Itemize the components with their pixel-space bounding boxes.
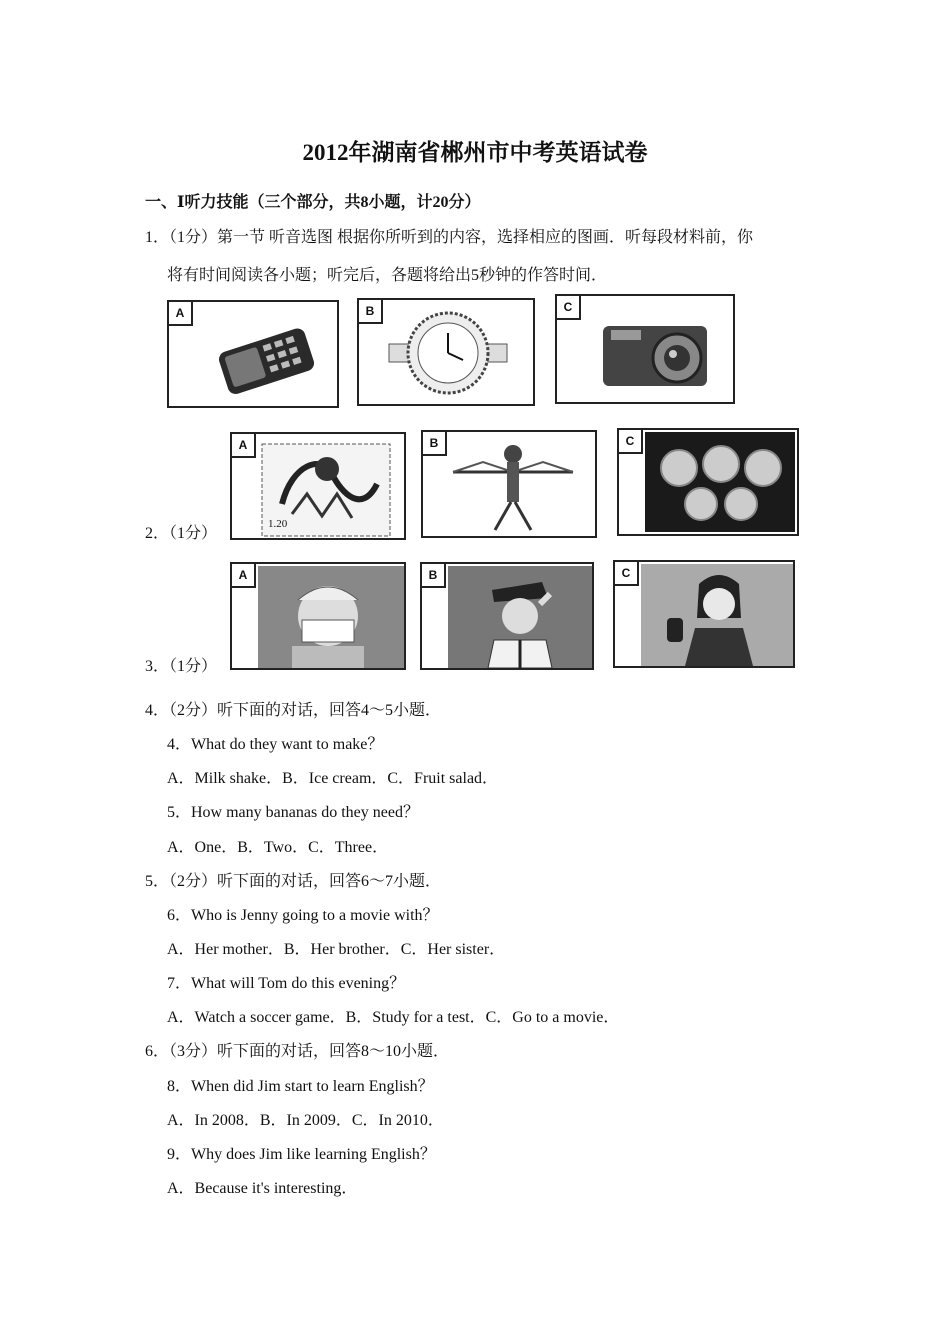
stamp-value: 1.20 <box>268 518 288 530</box>
q6-ans8: A．In 2008．B．In 2009．C．In 2010． <box>167 1112 444 1129</box>
q2-label: 2．（1分） <box>145 525 218 542</box>
option-a-tag: A <box>167 300 193 326</box>
q3-option-c-reporter-image[interactable] <box>613 560 795 668</box>
q5-sub7: 7．What will Tom do this evening？ <box>167 975 406 992</box>
option-b-tag: B <box>357 298 383 324</box>
option-a-tag: A <box>230 432 256 458</box>
option-a-tag: A <box>230 562 256 588</box>
q6-sub8: 8．When did Jim start to learn English？ <box>167 1078 434 1095</box>
q1-text-line1: 1．（1分）第一节 听音选图 根据你所听到的内容，选择相应的图画．听每段材料前，你 <box>145 229 754 246</box>
coins-icon <box>619 430 797 534</box>
reporter-icon <box>615 562 793 666</box>
q3-option-a-nurse-image[interactable] <box>230 562 406 670</box>
q3-label: 3．（1分） <box>145 658 218 675</box>
q4-ans4: A．Milk shake．B．Ice cream．C．Fruit salad． <box>167 770 499 787</box>
page-title: 2012年湖南省郴州市中考英语试卷 <box>302 140 648 165</box>
nurse-icon <box>232 564 404 668</box>
q2-option-b-kite-image[interactable] <box>421 430 597 538</box>
section-heading: 一、Ⅰ听力技能（三个部分，共8小题，计20分） <box>145 194 481 211</box>
q1-option-a-phone-image[interactable] <box>167 300 339 408</box>
option-b-tag: B <box>421 430 447 456</box>
q1-option-c-camera-image[interactable] <box>555 294 735 404</box>
q4-sub5: 5．How many bananas do they need？ <box>167 804 419 821</box>
option-c-tag: C <box>613 560 639 586</box>
camera-icon <box>557 296 733 402</box>
q5-label: 5．（2分）听下面的对话，回答6～7小题． <box>145 873 442 890</box>
q5-ans7: A．Watch a soccer game．B．Study for a test．C．Go to a movie． <box>167 1009 620 1026</box>
q4-sub4: 4．What do they want to make？ <box>167 736 384 753</box>
q6-label: 6．（3分）听下面的对话，回答8～10小题． <box>145 1043 450 1060</box>
q1-text-line2: 将有时间阅读各小题；听完后，各题将给出5秒钟的作答时间． <box>167 267 608 284</box>
option-c-tag: C <box>555 294 581 320</box>
option-b-tag: B <box>420 562 446 588</box>
phone-icon <box>169 302 337 406</box>
q2-option-c-coins-image[interactable] <box>617 428 799 536</box>
q6-ans9: A．Because it's interesting． <box>167 1180 358 1197</box>
q5-sub6: 6．Who is Jenny going to a movie with？ <box>167 907 439 924</box>
dragon-stamp-icon <box>232 434 404 538</box>
kite-icon <box>423 432 595 536</box>
q4-ans5: A．One．B．Two．C．Three． <box>167 839 389 856</box>
option-c-tag: C <box>617 428 643 454</box>
q2-option-a-stamp-image[interactable] <box>230 432 406 540</box>
q3-option-b-policewoman-image[interactable] <box>420 562 594 670</box>
q6-sub9: 9．Why does Jim like learning English？ <box>167 1146 436 1163</box>
q1-option-b-watch-image[interactable] <box>357 298 535 406</box>
q4-label: 4．（2分）听下面的对话，回答4～5小题． <box>145 702 442 719</box>
watch-icon <box>359 300 533 404</box>
q5-ans6: A．Her mother．B．Her brother．C．Her sister． <box>167 941 506 958</box>
policewoman-icon <box>422 564 592 668</box>
